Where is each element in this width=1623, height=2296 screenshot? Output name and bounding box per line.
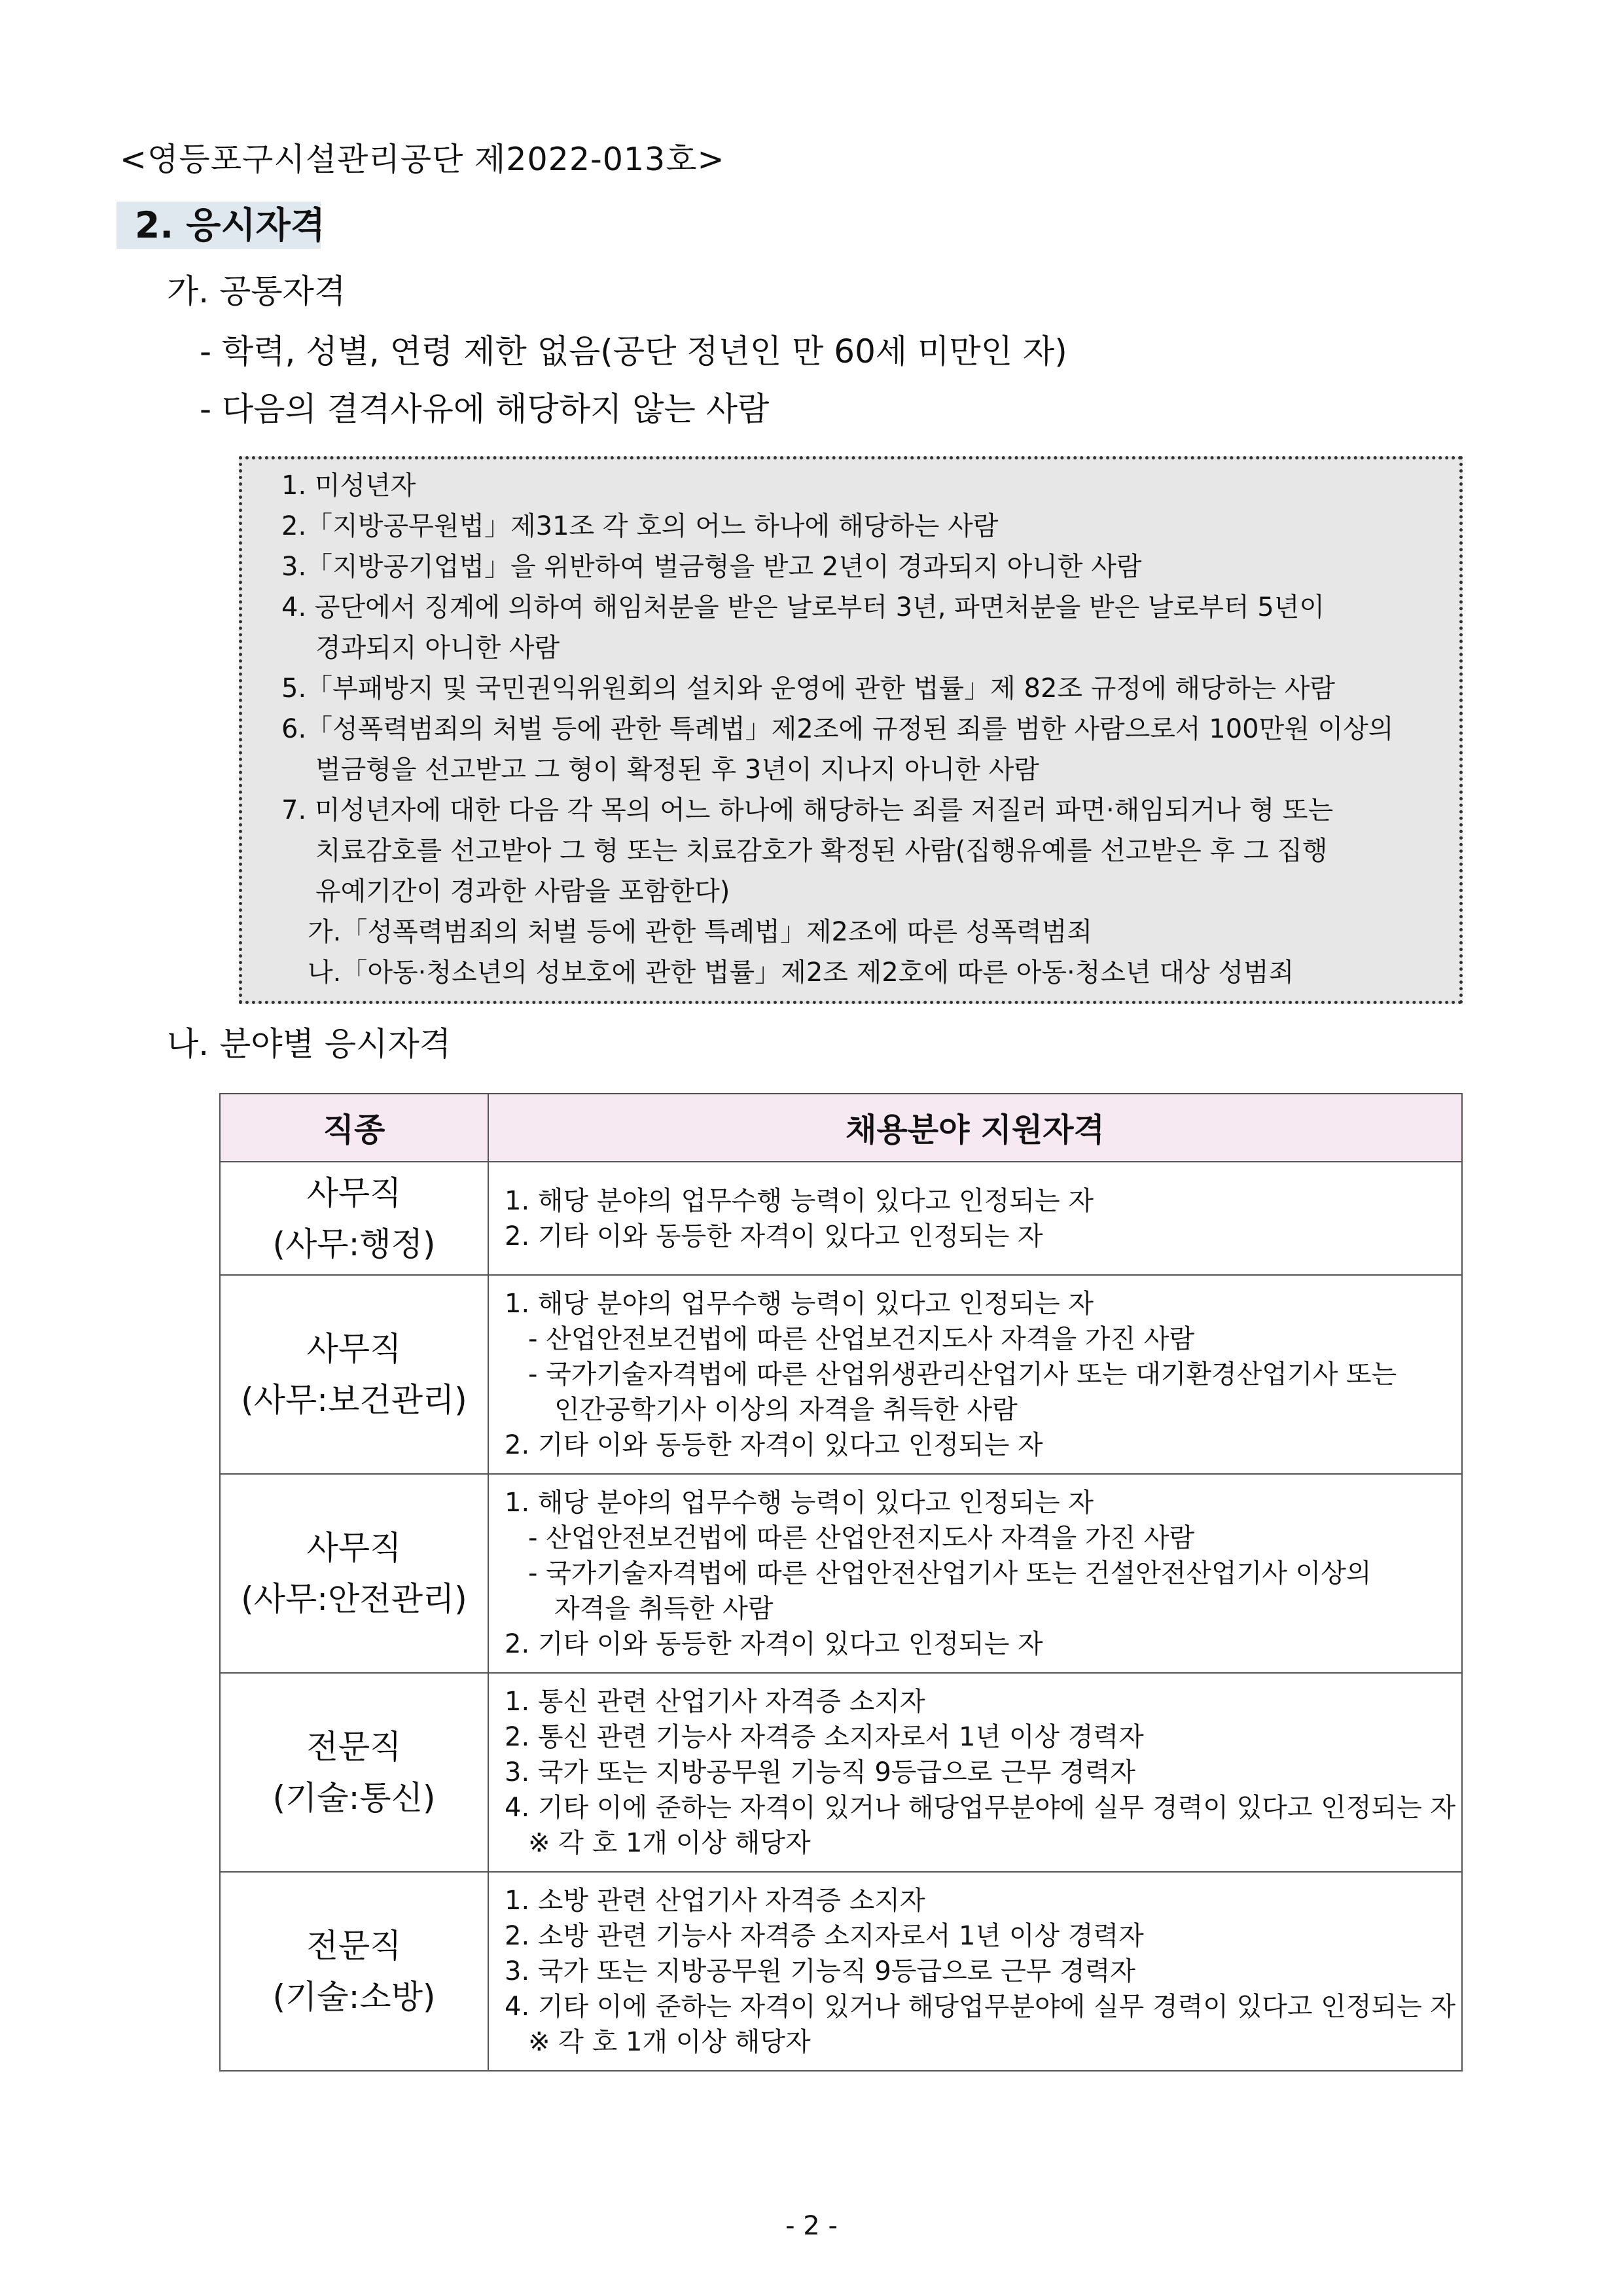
qualification-note: ※ 각 호 1개 이상 해당자 <box>528 1828 811 1858</box>
requirement-no-limits: - 학력, 성별, 연령 제한 없음(공단 정년인 만 60세 미만인 자) <box>200 332 1067 370</box>
disqualification-item-continued: 벌금형을 선고받고 그 형이 확정된 후 3년이 지나지 아니한 사람 <box>315 755 1039 785</box>
table-row <box>220 1872 1462 2071</box>
qualification-line: 3. 국가 또는 지방공무원 기능직 9등급으로 근무 경력자 <box>505 1956 1136 1986</box>
qualification-line: 1. 소방 관련 산업기사 자격증 소지자 <box>505 1886 925 1916</box>
job-field: (사무:행정) <box>272 1225 436 1263</box>
job-title: 사무직 <box>306 1174 402 1212</box>
table-row <box>220 1162 1462 1275</box>
qualification-line: 4. 기타 이에 준하는 자격이 있거나 해당업무분야에 실무 경력이 있다고 인정되는 자 <box>505 1992 1456 2022</box>
disqualification-item-continued: 치료감호를 선고받아 그 형 또는 치료감호가 확정된 사람(집행유예를 선고받은 후 그 집행 <box>315 836 1328 866</box>
job-title: 전문직 <box>306 1728 402 1766</box>
table-header-row <box>220 1094 1462 1162</box>
qualification-line: 2. 기타 이와 동등한 자격이 있다고 인정되는 자 <box>505 1629 1043 1659</box>
qualification-subline-continued: 자격을 취득한 사람 <box>554 1594 774 1624</box>
disqualification-item-continued: 경과되지 아니한 사람 <box>315 633 560 663</box>
qualification-line: 3. 국가 또는 지방공무원 기능직 9등급으로 근무 경력자 <box>505 1757 1136 1787</box>
job-field: (사무:보건관리) <box>241 1381 467 1419</box>
table-row <box>220 1673 1462 1872</box>
disqualification-item-continued: 유예기간이 경과한 사람을 포함한다) <box>315 876 730 906</box>
qualification-line: 2. 기타 이와 동등한 자격이 있다고 인정되는 자 <box>505 1221 1043 1251</box>
job-cell <box>220 1872 488 2071</box>
qualification-line: 1. 통신 관련 산업기사 자격증 소지자 <box>505 1687 925 1717</box>
qualification-subline: - 산업안전보건법에 따른 산업안전지도사 자격을 가진 사람 <box>528 1523 1195 1553</box>
qualification-line: 1. 해당 분야의 업무수행 능력이 있다고 인정되는 자 <box>505 1289 1094 1319</box>
qualification-subline: - 국가기술자격법에 따른 산업안전산업기사 또는 건설안전산업기사 이상의 <box>528 1558 1372 1588</box>
job-field: (사무:안전관리) <box>241 1580 467 1618</box>
job-cell <box>220 1673 488 1872</box>
qualifications-cell <box>488 1872 1462 2071</box>
column-header-qualifications: 채용분야 지원자격 <box>488 1094 1462 1162</box>
disqualification-box <box>239 456 1463 1004</box>
disqualification-item: 2.「지방공무원법」제31조 각 호의 어느 하나에 해당하는 사람 <box>281 511 999 541</box>
job-field: (기술:통신) <box>272 1779 436 1817</box>
qualification-subline-continued: 인간공학기사 이상의 자격을 취득한 사람 <box>554 1395 1018 1425</box>
qualification-line: 4. 기타 이에 준하는 자격이 있거나 해당업무분야에 실무 경력이 있다고 인정되는 자 <box>505 1793 1456 1823</box>
disqualification-item: 1. 미성년자 <box>281 471 416 501</box>
job-title: 전문직 <box>306 1927 402 1965</box>
qualification-line: 2. 소방 관련 기능사 자격증 소지자로서 1년 이상 경력자 <box>505 1921 1144 1951</box>
job-title: 사무직 <box>306 1330 402 1368</box>
job-cell <box>220 1275 488 1474</box>
disqualification-item: 6.「성폭력범죄의 처벌 등에 관한 특례법」제2조에 규정된 죄를 범한 사람으로서 100만원 이상의 <box>281 714 1394 744</box>
disqualification-subitem: 나.「아동·청소년의 성보호에 관한 법률」제2조 제2호에 따른 아동·청소년 대상 성범죄 <box>308 958 1294 988</box>
qualification-line: 2. 기타 이와 동등한 자격이 있다고 인정되는 자 <box>505 1430 1043 1460</box>
disqualification-item: 7. 미성년자에 대한 다음 각 목의 어느 하나에 해당하는 죄를 저질러 파면·해임되거나 형 또는 <box>281 795 1334 825</box>
disqualification-item: 5.「부패방지 및 국민권익위원회의 설치와 운영에 관한 법률」제 82조 규정에 해당하는 사람 <box>281 673 1335 704</box>
qualifications-cell <box>488 1275 1462 1474</box>
qualifications-table <box>219 1093 1463 2072</box>
qualifications-cell <box>488 1474 1462 1673</box>
job-cell <box>220 1474 488 1673</box>
column-header-job: 직종 <box>220 1094 488 1162</box>
qualifications-cell <box>488 1162 1462 1275</box>
page-number: - 2 - <box>785 2211 838 2241</box>
job-cell <box>220 1162 488 1275</box>
requirement-no-disqualification: - 다음의 결격사유에 해당하지 않는 사람 <box>200 390 770 428</box>
qualification-subline: - 국가기술자격법에 따른 산업위생관리산업기사 또는 대기환경산업기사 또는 <box>528 1359 1397 1390</box>
qualification-line: 1. 해당 분야의 업무수행 능력이 있다고 인정되는 자 <box>505 1488 1094 1518</box>
disqualification-subitem: 가.「성폭력범죄의 처벌 등에 관한 특례법」제2조에 따른 성폭력범죄 <box>308 917 1093 947</box>
qualification-subline: - 산업안전보건법에 따른 산업보건지도사 자격을 가진 사람 <box>528 1324 1195 1354</box>
common-qualifications-title: 가. 공통자격 <box>167 272 346 310</box>
field-qualifications-title: 나. 분야별 응시자격 <box>167 1025 452 1063</box>
job-field: (기술:소방) <box>272 1978 436 2016</box>
document-number: <영등포구시설관리공단 제2022-013호> <box>120 141 725 178</box>
section-title: 2. 응시자격 <box>116 202 321 249</box>
disqualification-item: 3.「지방공기업법」을 위반하여 벌금형을 받고 2년이 경과되지 아니한 사람 <box>281 552 1142 582</box>
disqualification-item: 4. 공단에서 징계에 의하여 해임처분을 받은 날로부터 3년, 파면처분을 받은 날로부터 5년이 <box>281 592 1325 622</box>
qualification-line: 2. 통신 관련 기능사 자격증 소지자로서 1년 이상 경력자 <box>505 1722 1144 1752</box>
table-row <box>220 1474 1462 1673</box>
table-row <box>220 1275 1462 1474</box>
qualification-line: 1. 해당 분야의 업무수행 능력이 있다고 인정되는 자 <box>505 1185 1094 1216</box>
qualification-note: ※ 각 호 1개 이상 해당자 <box>528 2027 811 2057</box>
job-title: 사무직 <box>306 1529 402 1567</box>
qualifications-cell <box>488 1673 1462 1872</box>
